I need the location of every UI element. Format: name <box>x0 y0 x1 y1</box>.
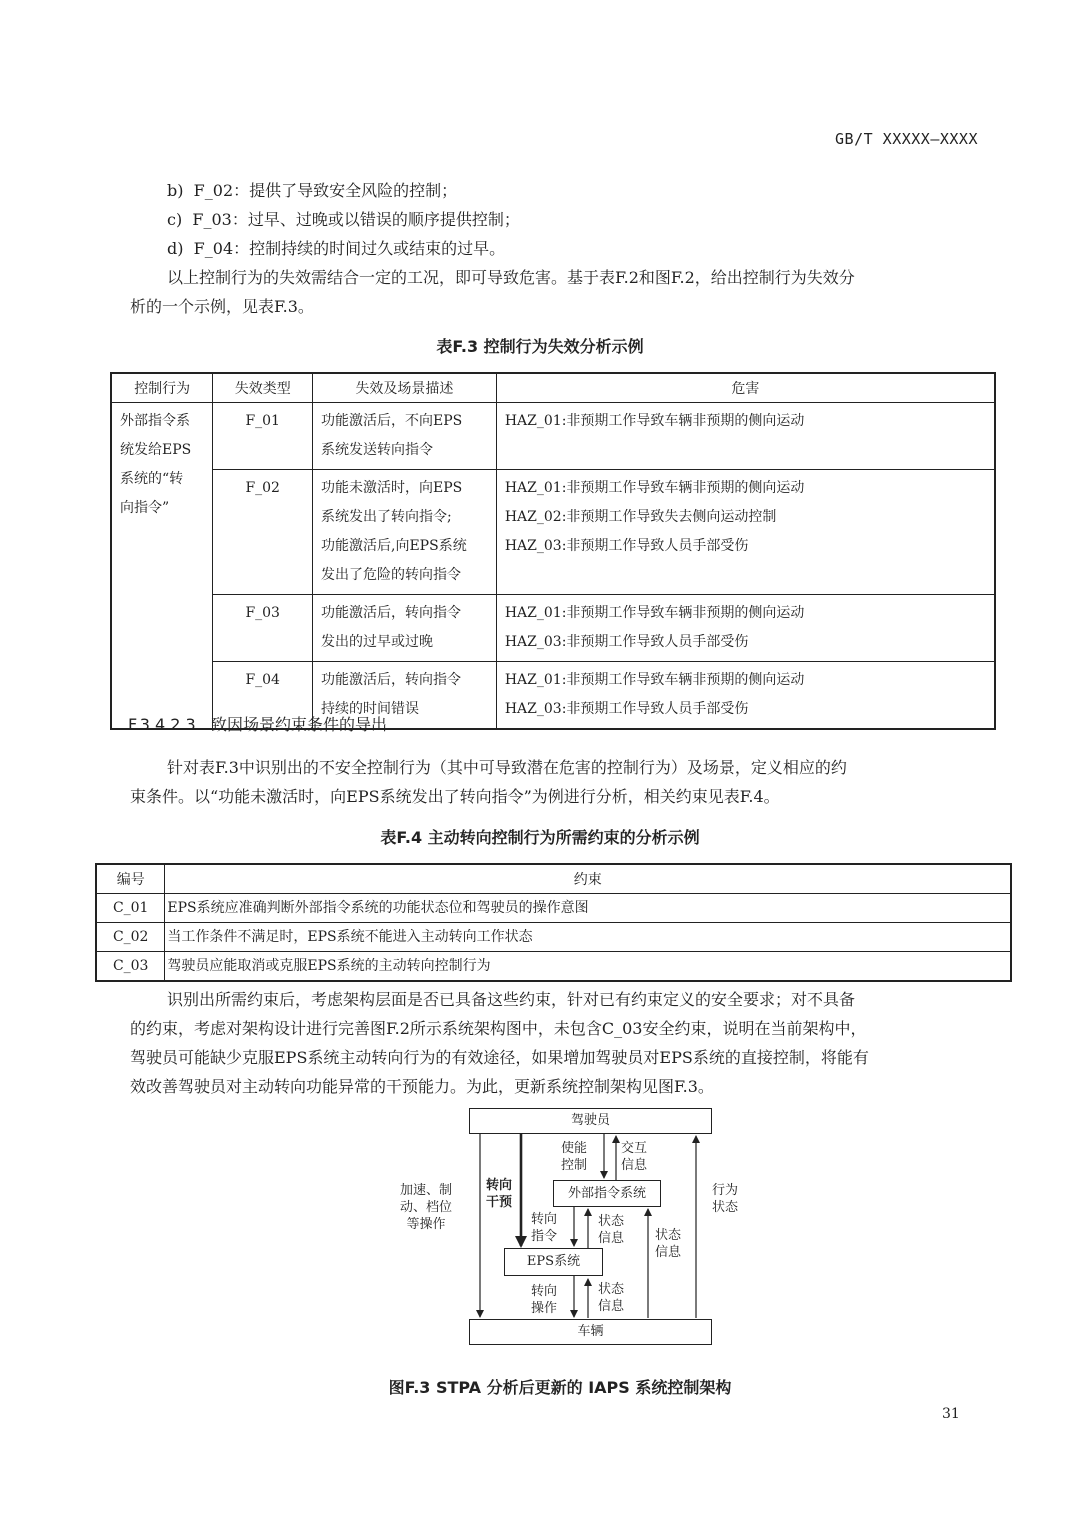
hazard-cell: HAZ_01:非预期工作导致车辆非预期的侧向运动 HAZ_02:非预期工作导致失去侧向运动控制 HAZ_03:非预期工作导致人员手部受伤 <box>496 470 995 595</box>
paragraph-line: 以上控制行为的失效需结合一定的工况，即可导致危害。基于表F.2和图F.2，给出控制行为失效分 <box>167 268 855 287</box>
status-info-label: 状态 信息 <box>655 1228 682 1260</box>
table-header: 约束 <box>165 864 1011 894</box>
external-system-box: 外部指令系统 <box>553 1180 661 1207</box>
failure-type-cell: F_03 <box>213 595 313 662</box>
status-info-label: 状态 信息 <box>598 1282 625 1314</box>
constraint-text: 驾驶员应能取消或克服EPS系统的主动转向控制行为 <box>165 952 1011 982</box>
failure-type-cell: F_02 <box>213 470 313 595</box>
constraint-id: C_01 <box>96 894 165 923</box>
eps-box: EPS系统 <box>504 1248 603 1276</box>
hazard-cell: HAZ_01:非预期工作导致车辆非预期的侧向运动 HAZ_03:非预期工作导致人员手部受伤 <box>496 662 995 730</box>
driver-box: 驾驶员 <box>469 1108 712 1134</box>
paragraph-line: 束条件。以“功能未激活时，向EPS系统发出了转向指令”为例进行分析，相关约束见表F.4。 <box>130 787 780 806</box>
steer-intervene-label: 转向 干预 <box>486 1178 513 1210</box>
accel-brake-label: 加速、制 动、档位 等操作 <box>400 1183 453 1232</box>
paragraph-line: 的约束，考虑对架构设计进行完善图F.2所示系统架构图中，未包含C_03安全约束，说明在当前架构中， <box>130 1019 867 1038</box>
table-header: 控制行为 <box>111 373 213 403</box>
description-cell: 功能激活后，转向指令 持续的时间错误 <box>313 662 497 730</box>
description-cell: 功能未激活时，向EPS 系统发出了转向指令; 功能激活后,向EPS系统 发出了危险的转向指令 <box>313 470 497 595</box>
hazard-cell: HAZ_01:非预期工作导致车辆非预期的侧向运动 <box>496 403 995 470</box>
steer-command-label: 转向 指令 <box>531 1212 558 1244</box>
table-header: 编号 <box>96 864 165 894</box>
table-header: 危害 <box>496 373 995 403</box>
vehicle-box: 车辆 <box>469 1319 712 1345</box>
paragraph-line: 效改善驾驶员对主动转向功能异常的干预能力。为此，更新系统控制架构见图F.3。 <box>130 1077 714 1096</box>
constraint-id: C_03 <box>96 952 165 982</box>
figure-caption: 图F.3 STPA 分析后更新的 IAPS 系统控制架构 <box>388 1378 732 1397</box>
status-info-label: 状态 信息 <box>598 1214 625 1246</box>
steer-operation-label: 转向 操作 <box>531 1284 558 1316</box>
list-item: d) F_04：控制持续的时间过久或结束的过早。 <box>167 239 506 258</box>
section-title: 致因场景约束条件的导出 <box>210 715 387 734</box>
list-item: b) F_02：提供了导致安全风险的控制； <box>167 181 458 200</box>
table-header: 失效类型 <box>213 373 313 403</box>
paragraph-line: 驾驶员可能缺少克服EPS系统主动转向行为的有效途径，如果增加驾驶员对EPS系统的直接控制，将能有 <box>130 1048 869 1067</box>
table-f3-caption: 表F.3 控制行为失效分析示例 <box>436 337 644 356</box>
hazard-cell: HAZ_01:非预期工作导致车辆非预期的侧向运动 HAZ_03:非预期工作导致人员手部受伤 <box>496 595 995 662</box>
description-cell: 功能激活后，不向EPS 系统发送转向指令 <box>313 403 497 470</box>
control-action-cell: 外部指令系 统发给EPS 系统的“转 向指令” <box>111 403 213 730</box>
enable-control-label: 使能 控制 <box>561 1141 588 1173</box>
interaction-info-label: 交互 信息 <box>621 1141 648 1173</box>
table-header: 失效及场景描述 <box>313 373 497 403</box>
paragraph-line: 针对表F.3中识别出的不安全控制行为（其中可导致潜在危害的控制行为）及场景，定义相应的约 <box>167 758 847 777</box>
section-number: F.3.4.2.3 <box>128 715 196 734</box>
page-number: 31 <box>942 1406 960 1422</box>
constraint-id: C_02 <box>96 923 165 952</box>
behavior-status-label: 行为 状态 <box>712 1183 739 1215</box>
paragraph-line: 识别出所需约束后，考虑架构层面是否已具备这些约束，针对已有约束定义的安全要求；对不具备 <box>167 990 856 1009</box>
constraint-text: 当工作条件不满足时，EPS系统不能进入主动转向工作状态 <box>165 923 1011 952</box>
standard-code: GB/T XXXXX—XXXX <box>835 130 978 148</box>
paragraph-line: 析的一个示例，见表F.3。 <box>130 297 314 316</box>
description-cell: 功能激活后，转向指令 发出的过早或过晚 <box>313 595 497 662</box>
list-item: c) F_03：过早、过晚或以错误的顺序提供控制； <box>167 210 520 229</box>
failure-type-cell: F_04 <box>213 662 313 730</box>
constraint-text: EPS系统应准确判断外部指令系统的功能状态位和驾驶员的操作意图 <box>165 894 1011 923</box>
table-f4-caption: 表F.4 主动转向控制行为所需约束的分析示例 <box>380 828 700 847</box>
failure-type-cell: F_01 <box>213 403 313 470</box>
